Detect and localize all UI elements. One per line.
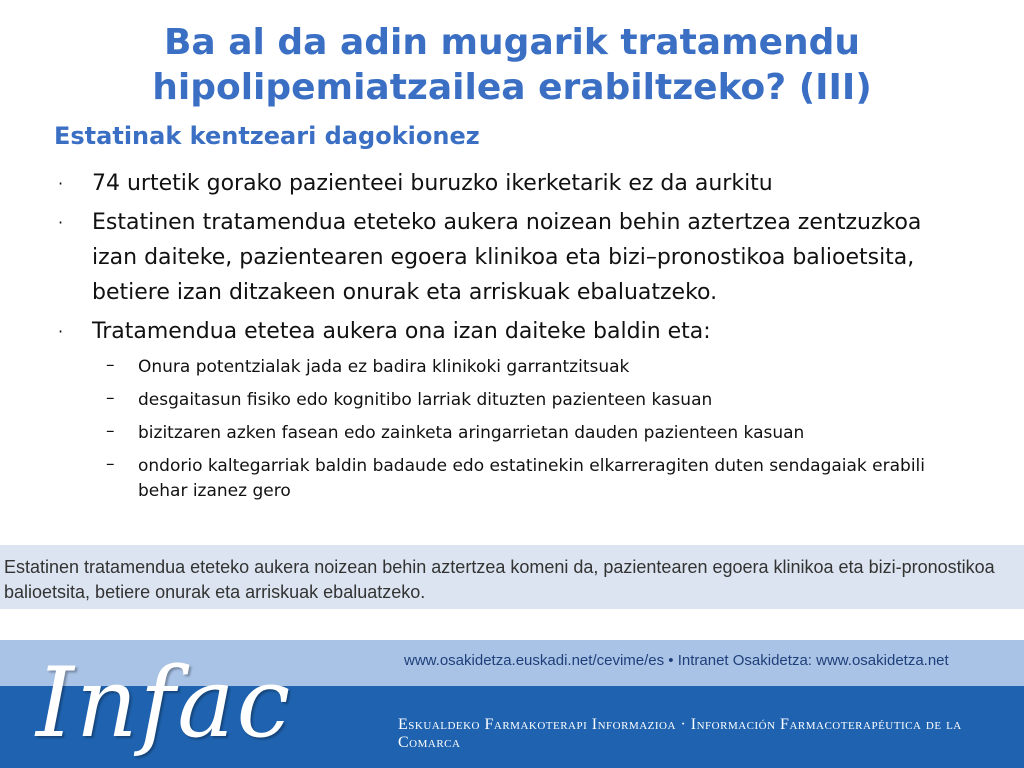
bullet-list: [50, 166, 970, 512]
dash-icon: –: [106, 454, 115, 474]
callout-box: [0, 545, 1024, 609]
bullet-dot-icon: ·: [58, 213, 64, 232]
callout-text: Estatinen tratamendua eteteko aukera noizean behin aztertzea komeni da, pazientearen egoera klinikoa eta bizi-pronostikoa balioetsita, betiere onurak eta arriskuak ebaluatzeko.: [4, 557, 995, 602]
sub-bullet-text: Onura potentzialak jada ez badira klinikoki garrantzitsuak: [138, 357, 630, 377]
bullet-item: [50, 205, 970, 310]
dash-icon: –: [106, 355, 115, 375]
sub-bullet-text: bizitzaren azken fasean edo zainketa aringarrietan dauden pazienteen kasuan: [138, 423, 805, 443]
bullet-dot-icon: ·: [58, 322, 64, 341]
sub-bullet-item: [50, 355, 970, 380]
dash-icon: –: [106, 421, 115, 441]
bullet-item: [50, 166, 970, 201]
bullet-text: 74 urtetik gorako pazienteei buruzko ikerketarik ez da aurkitu: [92, 171, 773, 196]
section-subtitle: Estatinak kentzeari dagokionez: [54, 122, 480, 150]
bullet-dot-icon: ·: [58, 174, 64, 193]
sub-bullet-list: [50, 355, 970, 504]
bullet-text: Estatinen tratamendua eteteko aukera noizean behin aztertzea zentzuzkoa izan daiteke, pazientearen egoera klinikoa eta bizi–pronostikoa balioetsita, betiere izan ditzakeen onurak eta arriskuak ebaluatzeko.: [92, 210, 922, 305]
slide-title: [0, 20, 1024, 110]
sub-bullet-item: [50, 421, 970, 446]
title-line-2: hipolipemiatzailea erabiltzeko? (III): [152, 67, 872, 108]
footer-urls: www.osakidetza.euskadi.net/cevime/es • Intranet Osakidetza: www.osakidetza.net: [404, 652, 949, 669]
dash-icon: –: [106, 388, 115, 408]
bullet-text: Tratamendua etetea aukera ona izan daiteke baldin eta:: [92, 319, 711, 344]
footer-tagline: Eskualdeko Farmakoterapi Informazioa · Información Farmacoterapéutica de la Comarca: [398, 716, 962, 751]
sub-bullet-text: desgaitasun fisiko edo kognitibo larriak dituzten pazienteen kasuan: [138, 390, 713, 410]
sub-bullet-item: [50, 454, 970, 504]
title-line-1: Ba al da adin mugarik tratamendu: [163, 22, 861, 63]
sub-bullet-text: ondorio kaltegarriak baldin badaude edo estatinekin elkarreragiten duten sendagaiak erabili behar izanez gero: [138, 456, 925, 501]
sub-bullet-item: [50, 388, 970, 413]
bullet-item: [50, 314, 970, 349]
infac-logo: Infac: [36, 647, 293, 759]
